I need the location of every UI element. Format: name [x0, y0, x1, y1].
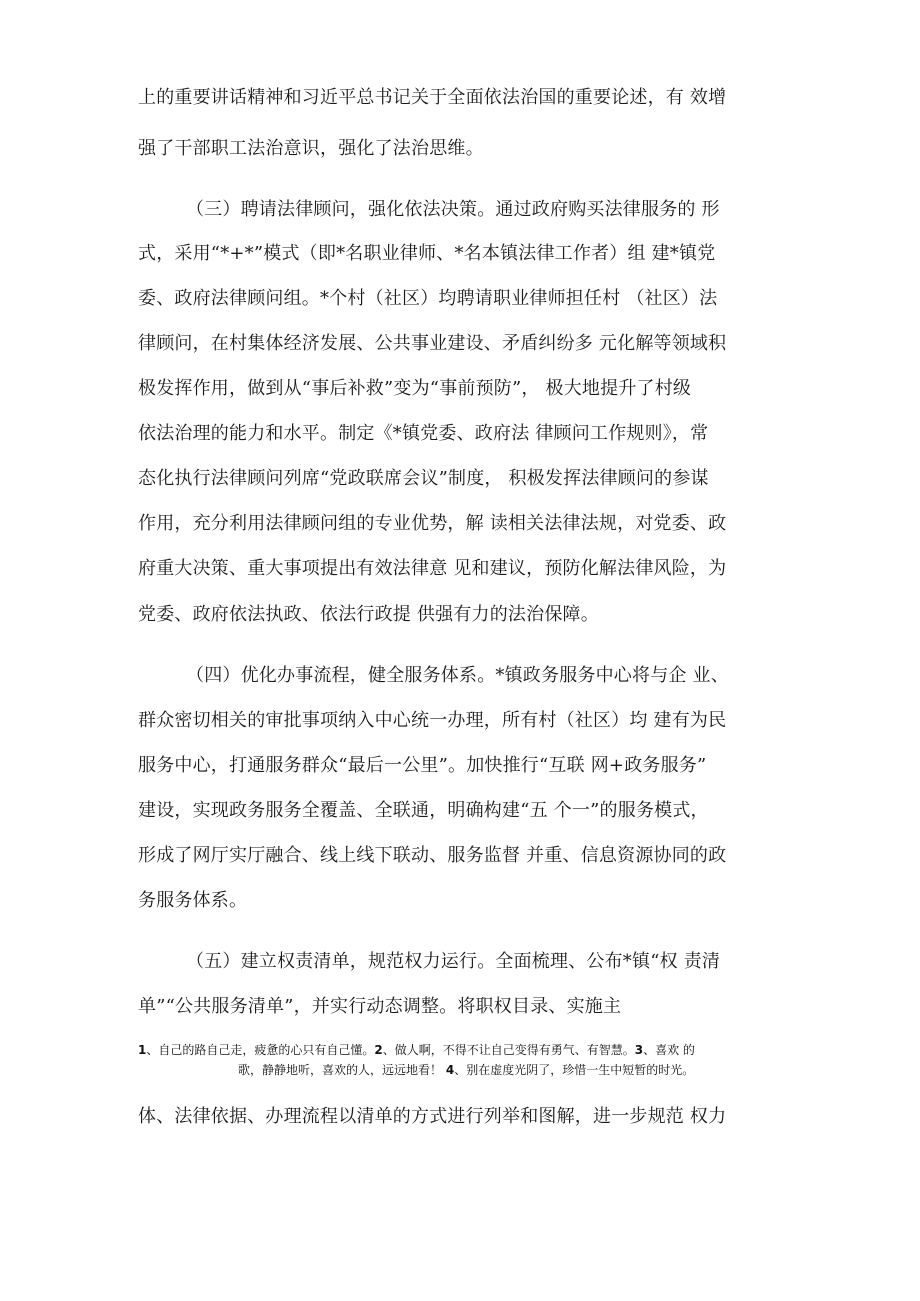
footnote-text: 、做人啊，不得不让自己变得有勇气、有智慧。	[382, 1043, 635, 1057]
paragraph-line: 建设，实现政务服务全覆盖、全联通，明确构建“五 个一”的服务模式，	[138, 800, 709, 821]
paragraph-line: 式，采用“*+*”模式（即*名职业律师、*名本镇法律工作者）组 建*镇党	[138, 243, 716, 264]
paragraph-line: 形成了网厅实厅融合、线上线下联动、服务监督 并重、信息资源协同的政	[138, 845, 727, 866]
footnote-number: 2	[374, 1043, 383, 1057]
footnote-line	[138, 1041, 695, 1059]
section-heading-line: （四）优化办事流程，健全服务体系。*镇政务服务中心将与企 业、	[186, 665, 729, 686]
paragraph-line: 党委、政府依法执政、依法行政提 供强有力的法治保障。	[138, 604, 599, 625]
paragraph-line: 律顾问，在村集体经济发展、公共事业建设、矛盾纠纷多 元化解等领域积	[138, 333, 727, 354]
paragraph-line: 服务中心，打通服务群众“最后一公里”。加快推行“互联 网+政务服务”	[138, 755, 707, 776]
footnote-line	[238, 1061, 694, 1079]
footnote-text: 歌，静静地听，喜欢的人，远远地看！	[238, 1063, 446, 1077]
paragraph-line: 群众密切相关的审批事项纳入中心统一办理，所有村（社区）均 建有为民	[138, 710, 727, 731]
footnote-number: 4	[445, 1063, 455, 1077]
paragraph-line: 委、政府法律顾问组。*个村（社区）均聘请职业律师担任村 （社区）法	[138, 288, 718, 309]
paragraph-line: 单”“公共服务清单”，并实行动态调整。将职权目录、实施主	[138, 996, 622, 1017]
paragraph-line: 务服务体系。	[138, 890, 248, 911]
footnote-text: 、自己的路自己走，疲惫的心只有自己懂。	[146, 1043, 375, 1057]
footnote-text: 、喜欢 的	[643, 1043, 695, 1057]
section-heading-line: （三）聘请法律顾问，强化依法决策。通过政府购买法律服务的 形	[186, 199, 720, 220]
section-heading-line: （五）建立权责清单，规范权力运行。全面梳理、公布*镇“权 责清	[186, 951, 721, 972]
paragraph-line: 府重大决策、重大事项提出有效法律意 见和建议，预防化解法律风险，为	[138, 558, 727, 579]
paragraph-line: 上的重要讲话精神和习近平总书记关于全面依法治国的重要论述，有 效增	[138, 87, 727, 108]
paragraph-line: 作用，充分利用法律顾问组的专业优势，解 读相关法律法规，对党委、政	[138, 513, 727, 534]
paragraph-line: 体、法律依据、办理流程以清单的方式进行列举和图解，进一步规范 权力	[138, 1106, 727, 1127]
paragraph-line: 强了干部职工法治意识，强化了法治思维。	[138, 138, 484, 159]
footnote-number: 1	[138, 1043, 147, 1057]
paragraph-line: 极发挥作用，做到从“事后补救”变为“事前预防”， 极大地提升了村级	[138, 378, 692, 399]
footnote-text: 、别在虚度光阴了，珍惜一生中短暂的时光。	[454, 1063, 695, 1077]
footnote-number: 3	[634, 1043, 644, 1057]
paragraph-line: 态化执行法律顾问列席“党政联席会议”制度， 积极发挥法律顾问的参谋	[138, 468, 709, 489]
paragraph-line: 依法治理的能力和水平。制定《*镇党委、政府法 律顾问工作规则》，常	[138, 423, 709, 444]
